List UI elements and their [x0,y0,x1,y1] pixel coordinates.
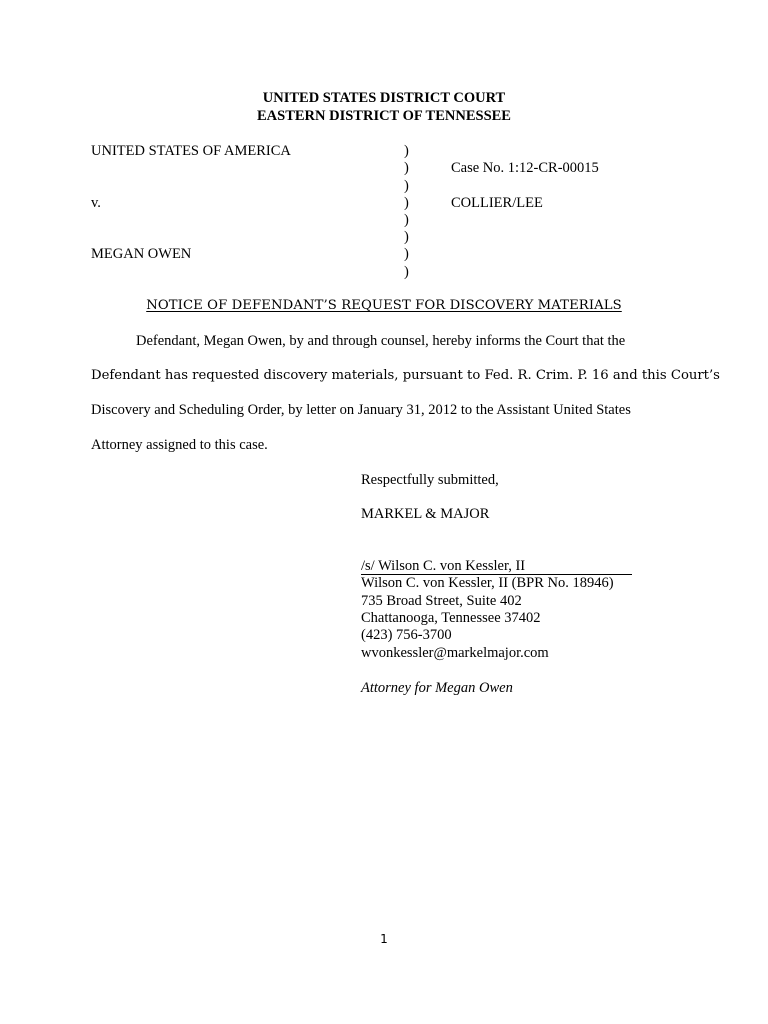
court-name: UNITED STATES DISTRICT COURT [262,90,506,106]
caption-paren: ) [404,160,409,176]
caption-paren: ) [404,246,409,262]
phone-number: (423) 756-3700 [361,627,452,643]
attorney-name: Wilson C. von Kessler, II (BPR No. 18946) [361,575,614,591]
notice-title-text: NOTICE OF DEFENDANT’S REQUEST FOR DISCOVERY MATERIALS [146,298,622,313]
attorney-role: Attorney for Megan Owen [361,680,513,696]
caption-paren: ) [404,212,409,228]
address-line-2: Chattanooga, Tennessee 37402 [361,610,541,626]
notice-title [0,298,768,313]
body-line: Discovery and Scheduling Order, by letter on January 31, 2012 to the Assistant United States [91,402,631,418]
body-line: Attorney assigned to this case. [91,437,268,453]
address-line-1: 735 Broad Street, Suite 402 [361,593,522,609]
page-number: 1 [380,932,388,946]
electronic-signature: /s/ Wilson C. von Kessler, II [361,558,526,574]
caption-paren: ) [404,264,409,280]
signature-line [361,558,632,575]
case-number: Case No. 1:12-CR-00015 [451,160,599,176]
caption-plaintiff: UNITED STATES OF AMERICA [91,143,291,159]
caption-paren: ) [404,178,409,194]
court-district: EASTERN DISTRICT OF TENNESSEE [257,108,511,124]
caption-paren: ) [404,229,409,245]
body-line: Defendant has requested discovery materials, pursuant to Fed. R. Crim. P. 16 and this Court’s [91,368,720,383]
caption-defendant: MEGAN OWEN [91,246,192,262]
caption-paren: ) [404,195,409,211]
closing: Respectfully submitted, [361,472,499,488]
assigned-judges: COLLIER/LEE [451,195,543,211]
caption-paren: ) [404,143,409,159]
law-firm-name: MARKEL & MAJOR [361,506,490,522]
body-line: Defendant, Megan Owen, by and through counsel, hereby informs the Court that the [136,333,626,349]
caption-versus: v. [91,195,101,211]
email-address: wvonkessler@markelmajor.com [361,645,549,661]
